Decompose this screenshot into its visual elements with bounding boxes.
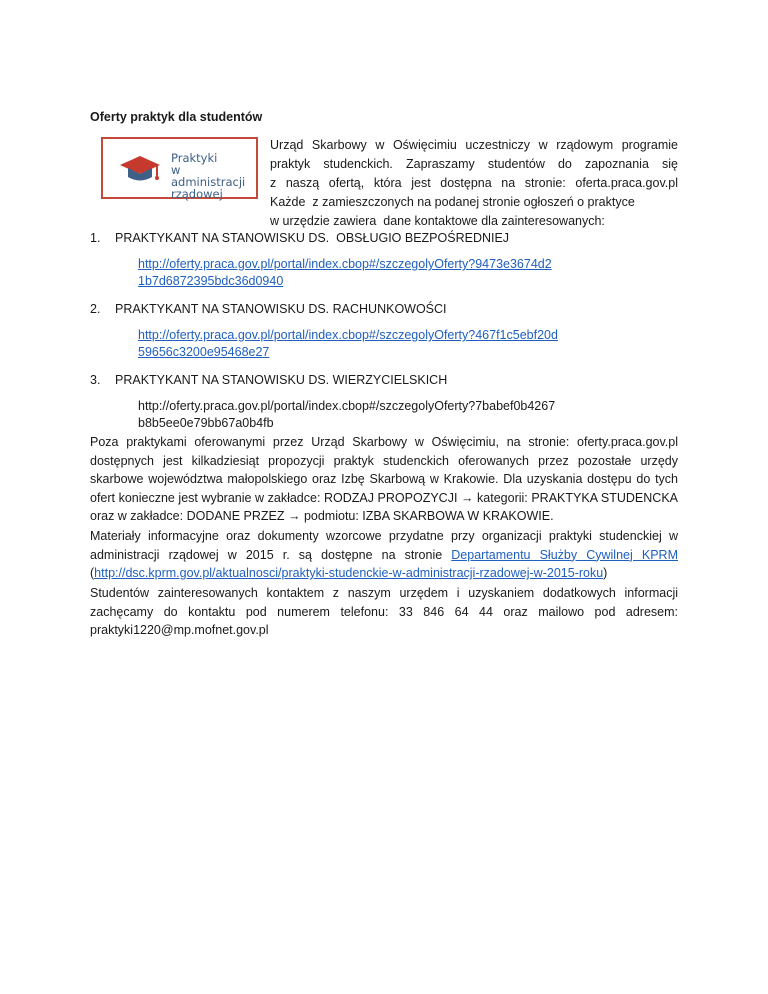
logo-line-2: w administracji: [171, 163, 246, 189]
intro-line: Urząd Skarbowy w Oświęcimiu uczestniczy w rządowym programie: [270, 138, 678, 152]
offer-title: PRAKTYKANT NA STANOWISKU DS. OBSŁUGIO BEZPOŚREDNIEJ: [115, 231, 510, 245]
offer-title: PRAKTYKANT NA STANOWISKU DS. RACHUNKOWOŚCI: [115, 302, 447, 316]
offers-list: [90, 228, 678, 441]
intro-line: praktyk studenckich. Zapraszamy studentów do zapoznania się: [270, 157, 678, 171]
materials-text: Materiały informacyjne oraz dokumenty wzorcowe przydatne przy organizacji praktyki studenckiej w administracji rządowej w 2015 r. są dostępne na stronie: [90, 529, 678, 562]
intro-paragraph: [270, 136, 678, 231]
offer-link[interactable]: http://oferty.praca.gov.pl/portal/index.cbop#/szczegolyOferty?9473e3674d21b7d6872395bdc36d0940: [138, 257, 552, 288]
list-item: [90, 299, 678, 361]
materials-paren-close: ): [603, 566, 608, 580]
offer-link-text: http://oferty.praca.gov.pl/portal/index.cbop#/szczegolyOferty?7babef0b4267b8b5ee0e79bb67a0b4fb: [138, 399, 556, 430]
paragraph-materials: [90, 527, 678, 583]
offer-link[interactable]: http://oferty.praca.gov.pl/portal/index.cbop#/szczegolyOferty?467f1c5ebf20d59656c3200e95468e27: [138, 328, 558, 359]
offer-number: 2.: [90, 302, 101, 316]
offer-link-wrap: [90, 256, 558, 290]
list-item: [90, 370, 678, 432]
logo-line-1: Praktyki: [171, 151, 218, 165]
intro-line: w urzędzie zawiera dane kontaktowe dla zainteresowanych:: [270, 214, 605, 228]
logo-text: [171, 152, 256, 200]
intro-line: Każde z zamieszczonych na podanej stronie ogłoszeń o praktyce: [270, 195, 635, 209]
logo-line-3: rządowej: [171, 187, 223, 201]
paragraph-other-offers: Poza praktykami oferowanymi przez Urząd Skarbowy w Oświęcimiu, na stronie: oferty.praca.gov.pl dostępnych jest kilkadziesiąt propozycji praktyk studenckich oferowanych przez pozostałe urzędy skarbowe województwa małopolskiego oraz Izbę Skarbową w Krakowie. Dla uzyskania dostępu do tych ofert konieczne jest wybranie w zakładce: RODZAJ PROPOZYCJI → kategorii: PRAKTYKA STUDENCKA oraz w zakładce: DODANE PRZEZ → podmiotu: IZBA SKARBOWA W KRAKOWIE.: [90, 435, 678, 523]
offer-number: 1.: [90, 231, 101, 245]
page-title: Oferty praktyk dla studentów: [90, 110, 263, 124]
graduation-cap-icon: [119, 153, 161, 185]
intro-line: z naszą ofertą, która jest dostępna na stronie: oferta.praca.gov.pl: [270, 176, 678, 190]
list-item: [90, 228, 678, 290]
materials-paren-open: (: [90, 566, 95, 580]
dsc-kprm-url-link[interactable]: http://dsc.kprm.gov.pl/aktualnosci/praktyki-studenckie-w-administracji-rzadowej-w-2015-roku: [94, 566, 604, 580]
paragraph-contact: Studentów zainteresowanych kontaktem z naszym urzędem i uzyskaniem dodatkowych informacji zachęcamy do kontaktu pod numerem telefonu: 33 846 64 44 oraz mailowo pod adresem: praktyki1220@mp.mofnet.gov.pl: [90, 586, 678, 637]
offer-link-wrap: [90, 327, 558, 361]
logo: [101, 137, 258, 199]
offer-title: PRAKTYKANT NA STANOWISKU DS. WIERZYCIELSKICH: [115, 373, 448, 387]
offer-number: 3.: [90, 373, 101, 387]
dsc-kprm-link[interactable]: Departamentu Służby Cywilnej KPRM: [451, 547, 678, 562]
